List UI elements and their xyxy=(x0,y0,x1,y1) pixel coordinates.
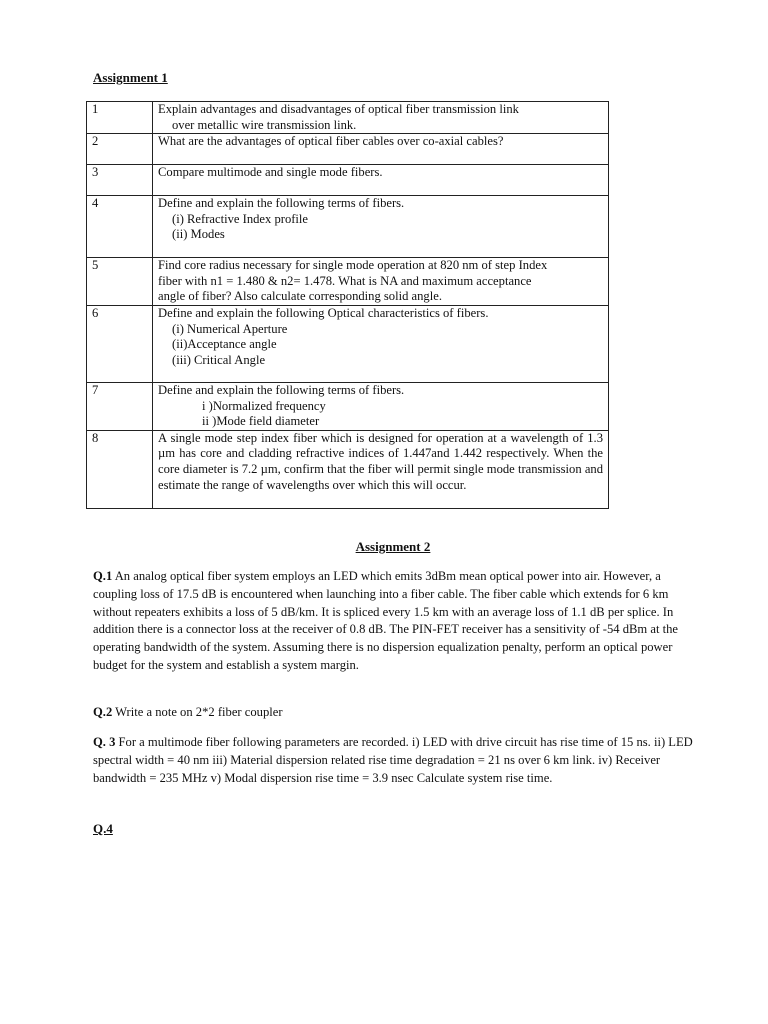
table-row xyxy=(87,430,609,508)
question-label: Q.4 xyxy=(93,821,113,836)
table-row xyxy=(87,134,609,165)
question-label: Q. 3 xyxy=(93,735,116,749)
question-1 xyxy=(93,568,696,675)
row-number: 2 xyxy=(87,134,153,165)
row-question: What are the advantages of optical fiber cables over co-axial cables? xyxy=(153,134,609,165)
row-question: Find core radius necessary for single mode operation at 820 nm of step Index fiber with n1 = 1.480 & n2= 1.478. What is NA and maximum acceptance angle of fiber? Also calculate corresponding solid angle. xyxy=(153,258,609,306)
assignment2-title: Assignment 2 xyxy=(355,539,431,554)
row-question: Explain advantages and disadvantages of optical fiber transmission link over metallic wire transmission link. xyxy=(153,102,609,134)
table-row xyxy=(87,305,609,382)
row-number: 1 xyxy=(87,102,153,134)
question-text: For a multimode fiber following parameters are recorded. i) LED with drive circuit has rise time of 15 ns. ii) LED spectral width = 40 nm iii) Material dispersion related rise time degradation = 21 ns over 6 km link. iv) Receiver bandwidth = 235 MHz v) Modal dispersion rise time = 3.9 nsec Calculate system rise time. xyxy=(93,735,693,785)
row-question: A single mode step index fiber which is designed for operation at a wavelength of 1.3 µm has core and cladding refractive indices of 1.447and 1.442 respectively. When the core diameter is 7.2 µm, confirm that the fiber will permit single mode transmission and estimate the range of wavelengths over which this will occur. xyxy=(153,430,609,508)
row-number: 8 xyxy=(87,430,153,508)
row-question: Compare multimode and single mode fibers. xyxy=(153,165,609,196)
question-2 xyxy=(93,704,696,722)
table-row xyxy=(87,382,609,430)
table-row xyxy=(87,102,609,134)
row-number: 7 xyxy=(87,382,153,430)
question-label: Q.1 xyxy=(93,569,113,583)
table-row xyxy=(87,165,609,196)
assignment1-table xyxy=(86,101,609,509)
row-question: Define and explain the following terms of fibers. i )Normalized frequency ii )Mode field diameter xyxy=(153,382,609,430)
question-text: Write a note on 2*2 fiber coupler xyxy=(112,705,283,719)
question-text: An analog optical fiber system employs an LED which emits 3dBm mean optical power into air. However, a coupling loss of 17.5 dB is encountered when launching into a fiber cable. The fiber cable which extends for 6 km without repeaters exhibits a loss of 5 dB/km. It is spliced every 1.5 km with an average loss of 1.1 dB per splice. In addition there is a connector loss at the receiver of 0.8 dB. The PIN-FET receiver has a sensitivity of -54 dBm at the operating bandwidth of the system. Assuming there is no dispersion equalization penalty, perform an optical power budget for the system and establish a system margin. xyxy=(93,569,678,672)
question-3 xyxy=(93,734,696,787)
row-number: 6 xyxy=(87,305,153,382)
question-4 xyxy=(93,820,696,839)
table-row xyxy=(87,258,609,306)
row-number: 4 xyxy=(87,196,153,258)
row-question: Define and explain the following Optical characteristics of fibers. (i) Numerical Aperture (ii)Acceptance angle (iii) Critical Angle xyxy=(153,305,609,382)
table-row xyxy=(87,196,609,258)
row-question: Define and explain the following terms of fibers. (i) Refractive Index profile (ii) Modes xyxy=(153,196,609,258)
row-number: 3 xyxy=(87,165,153,196)
assignment1-title: Assignment 1 xyxy=(93,70,168,85)
row-number: 5 xyxy=(87,258,153,306)
question-label: Q.2 xyxy=(93,705,113,719)
